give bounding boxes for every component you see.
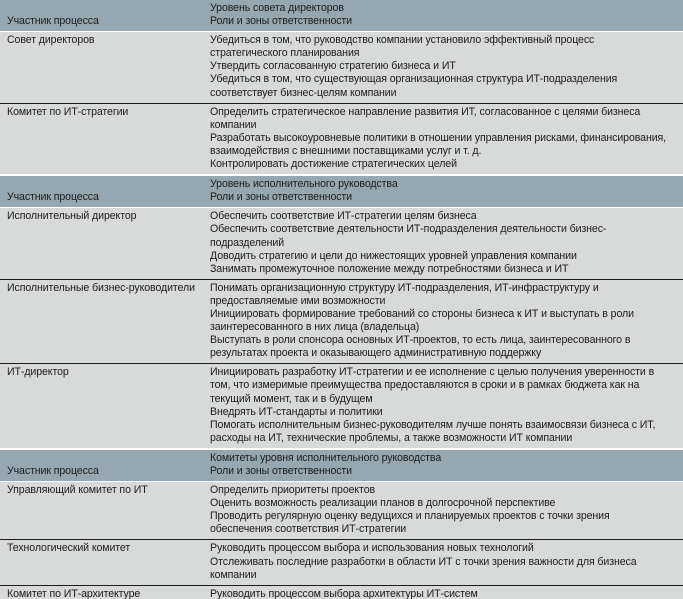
participant-cell: ИТ-директор [7, 366, 69, 379]
participant-cell: Совет директоров [7, 34, 95, 47]
participant-column-header: Участник процесса [7, 465, 99, 477]
role-item: Занимать промежуточное положение между потребностями бизнеса и ИТ [210, 262, 569, 275]
column-header-row [0, 15, 683, 28]
role-item: Помогать исполнительным бизнес-руководителям лучше понять взаимосвязи бизнеса с ИТ, расходы на ИТ, технические проблемы, а также возможности ИТ компании [210, 418, 656, 444]
participant-cell: Исполнительный директор [7, 210, 137, 223]
role-item: Определить стратегическое направление развития ИТ, согласованное с целями бизнеса компании [210, 105, 641, 131]
role-item: Руководить процессом выбора и использования новых технологий [210, 542, 534, 555]
roles-cell [207, 542, 683, 581]
table-row [0, 363, 683, 448]
table-row [0, 539, 683, 584]
table-row [0, 482, 683, 539]
section-header [0, 450, 683, 481]
level-header-row [0, 178, 683, 191]
section-header [0, 176, 683, 207]
roles-cell [207, 282, 683, 361]
participant-cell: Технологический комитет [7, 542, 131, 555]
role-item: Проводить регулярную оценку ведущихся и планируемых проектов с точки зрения обеспечения соответствия ИТ-стратегии [210, 510, 610, 536]
roles-cell [207, 106, 683, 171]
level-header-empty-cell [0, 2, 207, 15]
roles-cell [207, 210, 683, 275]
roles-cell [207, 484, 683, 536]
role-item: Выступать в роли спонсора основных ИТ-проектов, то есть лица, заинтересованного в результатах проекта и оказывающего административную поддержку [210, 334, 631, 360]
role-item: Убедиться в том, что руководство компании установило эффективный процесс стратегического планирования [210, 34, 595, 60]
role-item: Инициировать разработку ИТ-стратегии и ее исполнение с целью получения уверенности в том, что измеримые преимущества предоставляются в сроки и в рамках бюджета как на текущий момент, так и в будущем [210, 366, 655, 405]
roles-column-header: Роли и зоны ответственности [210, 465, 353, 477]
level-header-empty-cell [0, 452, 207, 465]
role-item: Утвердить согласованную стратегию бизнеса и ИТ [210, 60, 456, 73]
role-item: Контролировать достижение стратегических целей [210, 158, 457, 171]
section-level-label: Уровень исполнительного руководства [210, 178, 398, 191]
section-level-label: Уровень совета директоров [210, 2, 344, 14]
role-item: Убедиться в том, что существующая организационная структура ИТ-подразделения соответствует бизнес-целям компании [210, 73, 618, 99]
role-item: Руководить процессом выбора архитектуры ИТ-систем [210, 587, 478, 599]
roles-column-header: Роли и зоны ответственности [210, 15, 353, 28]
table-section [0, 0, 683, 174]
level-header-empty-cell [0, 178, 207, 191]
table-row [0, 32, 683, 102]
roles-cell [207, 588, 683, 599]
role-item: Определить приоритеты проектов [210, 484, 376, 497]
role-item: Внедрять ИТ-стандарты и политики [210, 405, 383, 418]
participant-cell: Управляющий комитет по ИТ [7, 484, 148, 497]
participant-cell: Комитет по ИТ-стратегии [7, 105, 129, 118]
section-header [0, 0, 683, 31]
table-row [0, 279, 683, 364]
table-row [0, 208, 683, 278]
roles-column-header: Роли и зоны ответственности [210, 191, 353, 204]
role-item: Оценить возможность реализации планов в долгосрочной перспективе [210, 497, 556, 510]
column-header-row [0, 465, 683, 478]
participant-column-header: Участник процесса [7, 191, 99, 204]
role-item: Понимать организационную структуру ИТ-подразделения, ИТ-инфраструктуру и предоставляемые ими возможности [210, 281, 599, 307]
table-section [0, 448, 683, 599]
column-header-row [0, 191, 683, 204]
role-item: Отслеживать последние разработки в области ИТ с точки зрения важности для бизнеса компании [210, 555, 637, 581]
table-section [0, 174, 683, 448]
table-row [0, 103, 683, 174]
table-row [0, 585, 683, 599]
role-item: Доводить стратегию и цели до нижестоящих уровней управления компании [210, 249, 577, 262]
participant-cell: Комитет по ИТ-архитектуре [7, 587, 141, 599]
role-item: Разработать высокоуровневые политики в отношении управления рисками, финансирования, взаимодействия с внешними поставщиками услуг и т. д. [210, 131, 666, 157]
roles-cell [207, 366, 683, 445]
section-level-label: Комитеты уровня исполнительного руководства [210, 451, 442, 464]
role-item: Обеспечить соответствие деятельности ИТ-подразделения деятельности бизнес-подразделений [210, 223, 607, 249]
role-item: Обеспечить соответствие ИТ-стратегии целям бизнеса [210, 210, 477, 223]
participant-cell: Исполнительные бизнес-руководители [7, 281, 195, 294]
participant-column-header: Участник процесса [7, 15, 99, 28]
roles-cell [207, 34, 683, 99]
level-header-row [0, 452, 683, 465]
level-header-row [0, 2, 683, 15]
role-item: Инициировать формирование требований со стороны бизнеса к ИТ и выступать в роли заинтересованного в них лица (владельца) [210, 307, 634, 334]
